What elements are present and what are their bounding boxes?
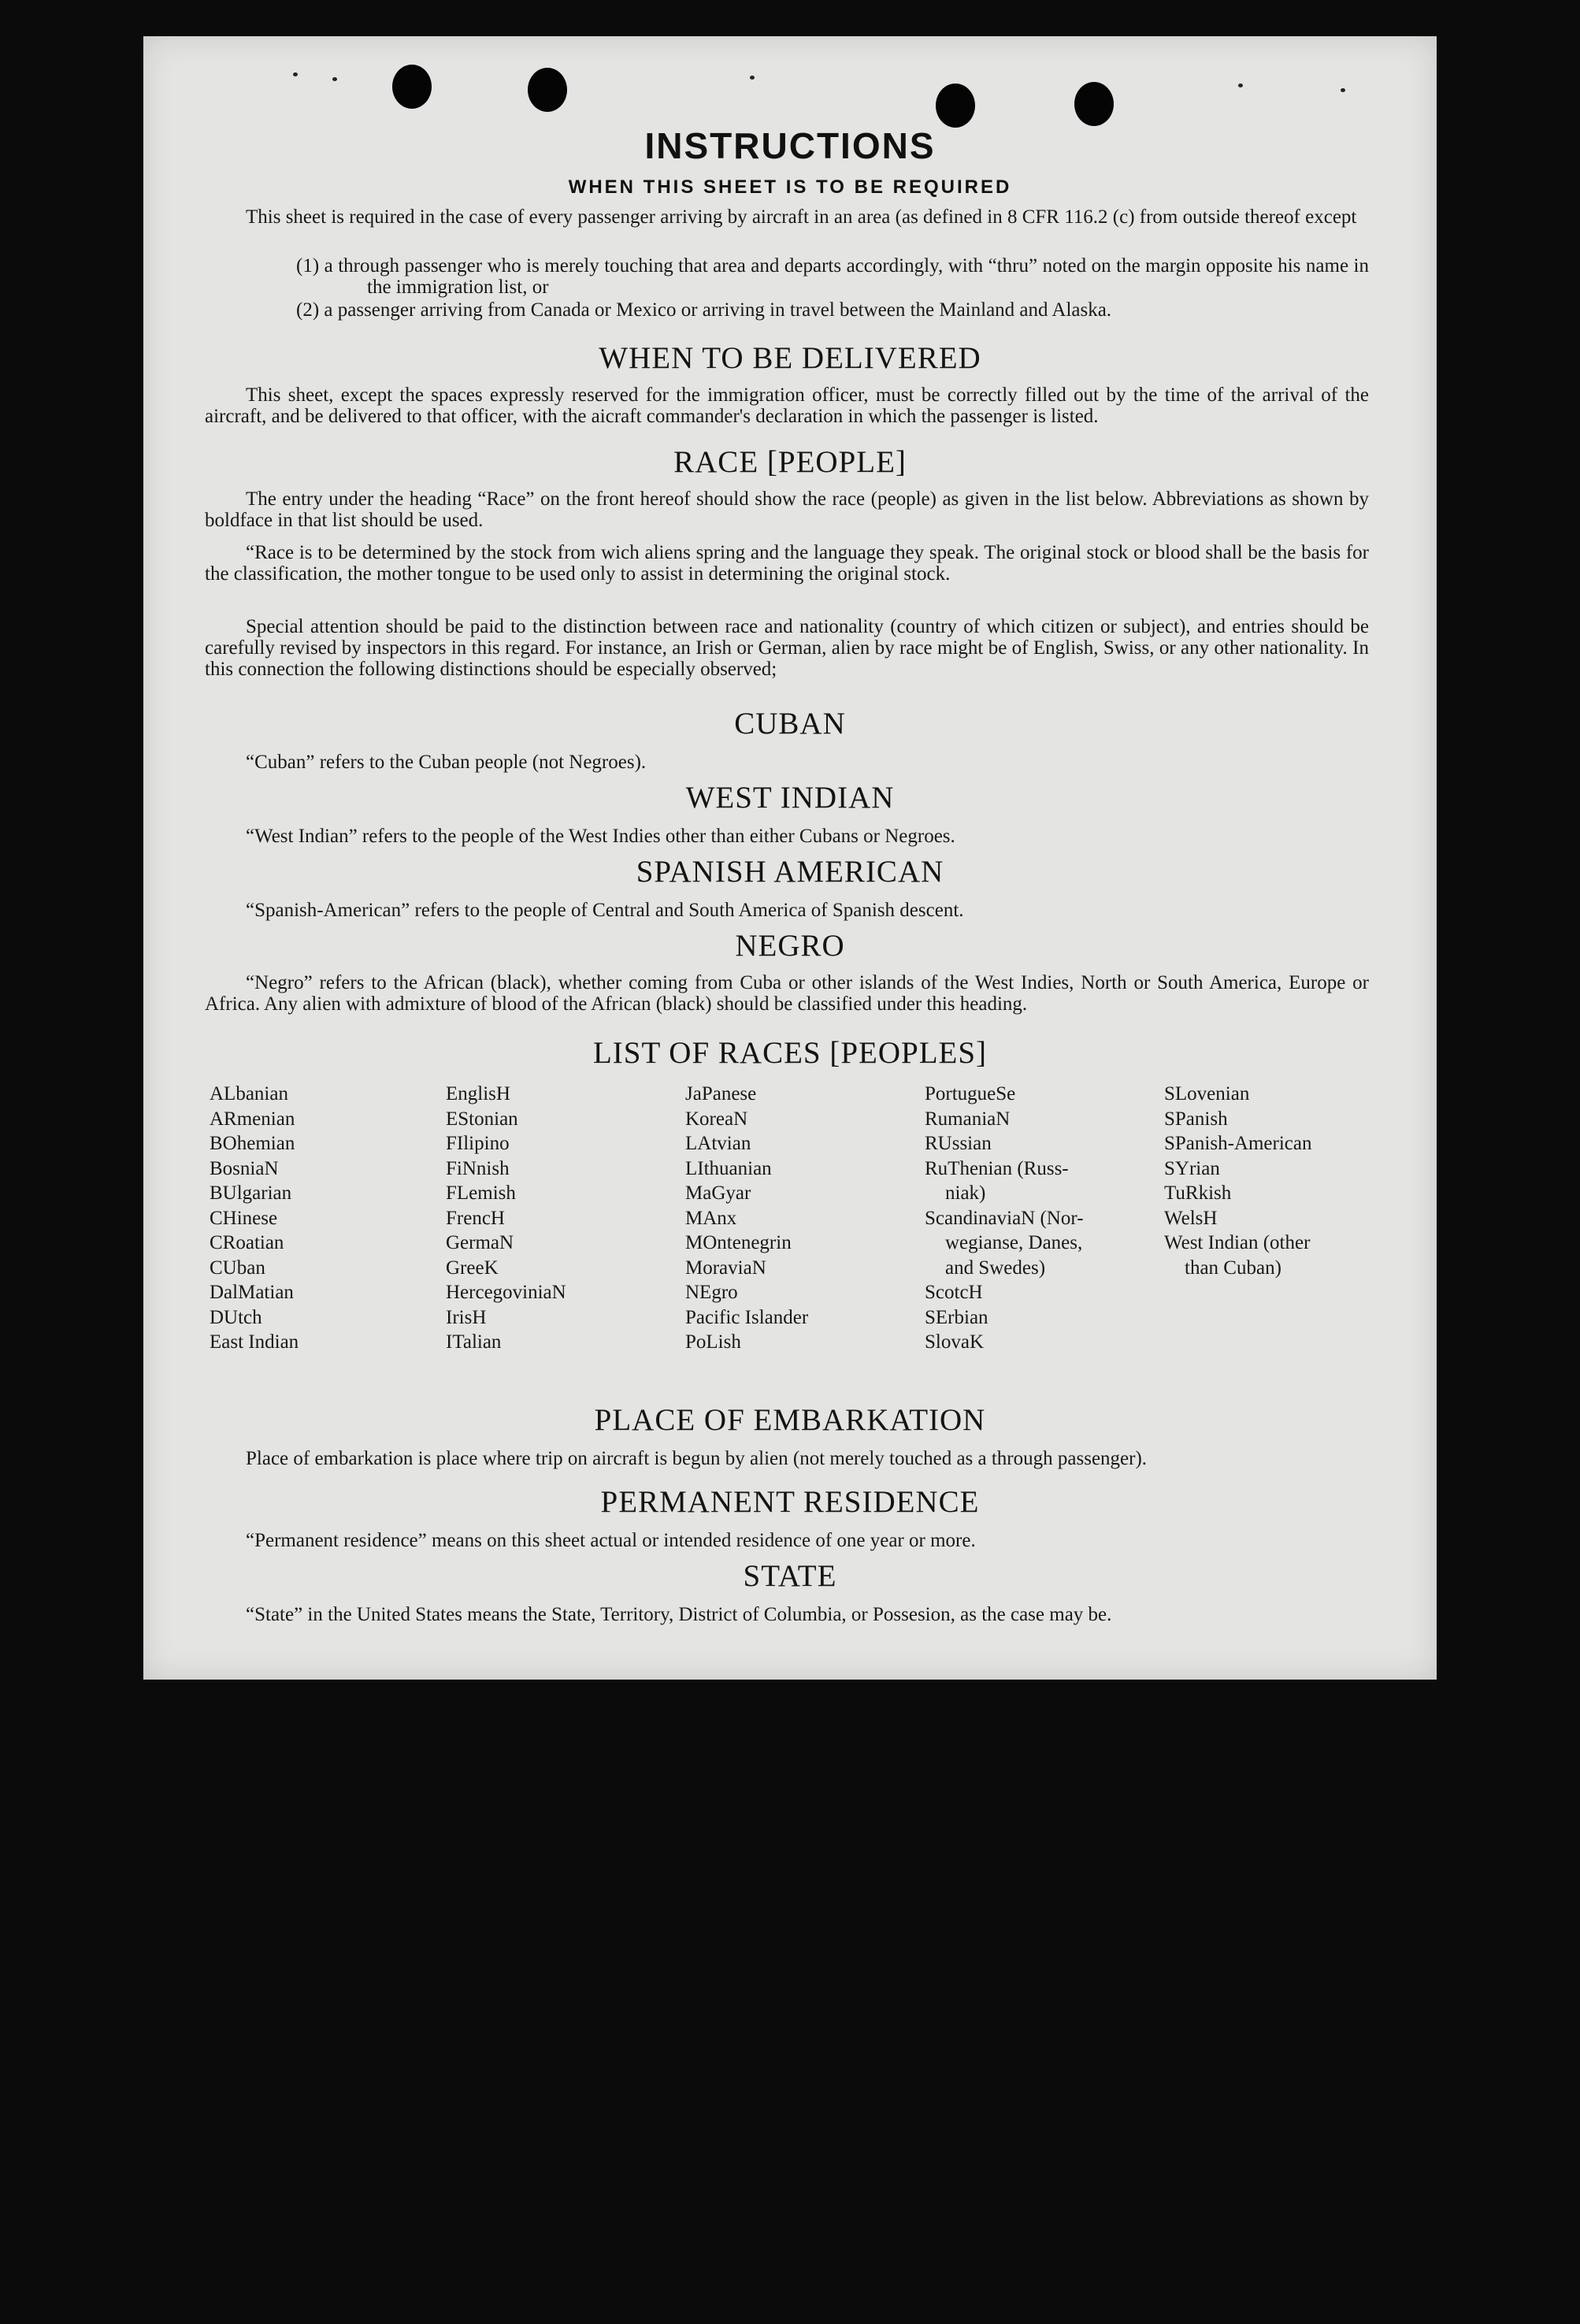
race-item: and Swedes): [945, 1257, 1046, 1279]
speck: [332, 77, 337, 81]
speck: [1341, 88, 1345, 92]
race-paragraph-1: The entry under the heading “Race” on the front hereof should show the race (people) as given in the list below. Abbreviations as shown by boldface in that list should be used.: [205, 488, 1369, 531]
race-item: ITalian: [446, 1331, 502, 1353]
race-item: SYrian: [1164, 1157, 1220, 1179]
race-item: PoLish: [685, 1331, 741, 1353]
race-item: GermaN: [446, 1232, 514, 1253]
page-subtitle: WHEN THIS SHEET IS TO BE REQUIRED: [568, 176, 1012, 198]
race-item: FiNnish: [446, 1157, 510, 1179]
race-item: BUlgarian: [210, 1182, 292, 1204]
west-indian-paragraph: “West Indian” refers to the people of the West Indies other than either Cubans or Negroes.: [246, 826, 955, 847]
race-item: ALbanian: [210, 1083, 288, 1104]
race-item: West Indian (other: [1164, 1232, 1311, 1253]
heading-race: RACE [PEOPLE]: [673, 445, 907, 479]
race-item: East Indian: [210, 1331, 299, 1353]
race-item: MoraviaN: [685, 1257, 766, 1279]
state-paragraph: “State” in the United States means the State, Territory, District of Columbia, or Possesion, as the case may be.: [246, 1604, 1112, 1625]
race-item: SlovaK: [925, 1331, 984, 1353]
race-item: NEgro: [685, 1282, 738, 1303]
speck: [750, 76, 755, 80]
instruction-sheet: [143, 36, 1437, 1680]
delivered-paragraph: This sheet, except the spaces expressly reserved for the immigration officer, must be correctly filled out by the time of the arrival of the aircraft, and be delivered to that officer, with the aicraft commander's declaration in which the passenger is listed.: [205, 384, 1369, 427]
race-item: RuThenian (Russ-: [925, 1157, 1069, 1179]
residence-paragraph: “Permanent residence” means on this sheet actual or intended residence of one year or more.: [246, 1530, 976, 1551]
race-item: DUtch: [210, 1306, 262, 1328]
heading-west-indian: WEST INDIAN: [685, 781, 895, 815]
races-column-1: [210, 1082, 446, 1355]
heading-permanent-residence: PERMANENT RESIDENCE: [600, 1485, 980, 1519]
race-item: niak): [945, 1182, 986, 1204]
races-column-3: [685, 1082, 925, 1355]
heading-when-delivered: WHEN TO BE DELIVERED: [599, 341, 981, 375]
race-paragraph-2: “Race is to be determined by the stock from wich aliens spring and the language they speak. The original stock or blood shall be the basis for the classification, the mother tongue to be used only to assist in determining the original stock.: [205, 542, 1369, 585]
race-item: wegianse, Danes,: [945, 1232, 1083, 1253]
race-item: MaGyar: [685, 1182, 751, 1204]
races-list: [210, 1082, 1375, 1355]
exception-1: (1) a through passenger who is merely touching that area and departs accordingly, with “thru” noted on the margin opposite his name in the immigration list, or: [296, 255, 1369, 298]
heading-negro: NEGRO: [735, 929, 845, 963]
race-item: LAtvian: [685, 1133, 751, 1154]
race-item: IrisH: [446, 1306, 487, 1328]
race-item: FrencH: [446, 1207, 505, 1229]
heading-place-of-embarkation: PLACE OF EMBARKATION: [594, 1403, 986, 1437]
races-column-2: [446, 1082, 685, 1355]
race-item: SPanish: [1164, 1108, 1228, 1130]
heading-spanish-american: SPANISH AMERICAN: [636, 855, 944, 889]
heading-cuban: CUBAN: [734, 707, 846, 741]
race-item: SErbian: [925, 1306, 988, 1328]
race-item: DalMatian: [210, 1282, 294, 1303]
race-item: JaPanese: [685, 1083, 757, 1104]
race-item: EStonian: [446, 1108, 518, 1130]
speck: [293, 72, 298, 76]
race-item: SPanish-American: [1164, 1133, 1312, 1154]
embarkation-paragraph: Place of embarkation is place where trip on aircraft is begun by alien (not merely touched as a through passenger).: [246, 1448, 1148, 1469]
race-item: WelsH: [1164, 1207, 1218, 1229]
heading-state: STATE: [743, 1559, 837, 1593]
punch-hole: [528, 68, 567, 112]
race-item: Pacific Islander: [685, 1306, 809, 1328]
race-item: FLemish: [446, 1182, 516, 1204]
race-item: HercegoviniaN: [446, 1282, 566, 1303]
race-item: CUban: [210, 1257, 265, 1279]
race-item: PortugueSe: [925, 1083, 1016, 1104]
race-item: BOhemian: [210, 1133, 295, 1154]
spanish-american-paragraph: “Spanish-American” refers to the people of Central and South America of Spanish descent.: [246, 900, 964, 921]
race-item: CRoatian: [210, 1232, 284, 1253]
race-item: KoreaN: [685, 1108, 748, 1130]
page-title: INSTRUCTIONS: [644, 125, 936, 166]
race-item: MOntenegrin: [685, 1232, 792, 1253]
race-item: SLovenian: [1164, 1083, 1250, 1104]
race-item: LIthuanian: [685, 1157, 772, 1179]
punch-hole: [936, 84, 975, 128]
race-item: CHinese: [210, 1207, 278, 1229]
race-item: GreeK: [446, 1257, 499, 1279]
punch-hole: [1074, 82, 1114, 126]
race-item: EnglisH: [446, 1083, 510, 1104]
punch-hole: [392, 65, 432, 109]
negro-paragraph: “Negro” refers to the African (black), whether coming from Cuba or other islands of the West Indies, North or South America, Europe or Africa. Any alien with admixture of blood of the African (black) should be classified under this heading.: [205, 972, 1369, 1015]
intro-paragraph: This sheet is required in the case of every passenger arriving by aircraft in an area (as defined in 8 CFR 116.2 (c) from outside thereof except: [246, 206, 1357, 228]
race-item: BosniaN: [210, 1157, 279, 1179]
race-item: ScotcH: [925, 1282, 983, 1303]
race-item: ScandinaviaN (Nor-: [925, 1207, 1084, 1229]
races-column-4: [925, 1082, 1164, 1355]
race-item: RUssian: [925, 1133, 992, 1154]
race-paragraph-3: Special attention should be paid to the distinction between race and nationality (country of which citizen or subject), and entries should be carefully revised by inspectors in this regard. For instance, an Irish or German, alien by race might be of English, Swiss, or any other nationality. In this connection the following distinctions should be especially observed;: [205, 616, 1369, 680]
cuban-paragraph: “Cuban” refers to the Cuban people (not Negroes).: [246, 752, 647, 773]
race-item: RumaniaN: [925, 1108, 1011, 1130]
speck: [1238, 84, 1243, 87]
exception-2: (2) a passenger arriving from Canada or Mexico or arriving in travel between the Mainland and Alaska.: [296, 299, 1112, 321]
races-column-5: [1164, 1082, 1369, 1355]
race-item: MAnx: [685, 1207, 737, 1229]
heading-list-of-races: LIST OF RACES [PEOPLES]: [592, 1036, 988, 1070]
race-item: ARmenian: [210, 1108, 295, 1130]
race-item: TuRkish: [1164, 1182, 1232, 1204]
race-item: than Cuban): [1185, 1257, 1281, 1279]
race-item: FIlipino: [446, 1133, 510, 1154]
